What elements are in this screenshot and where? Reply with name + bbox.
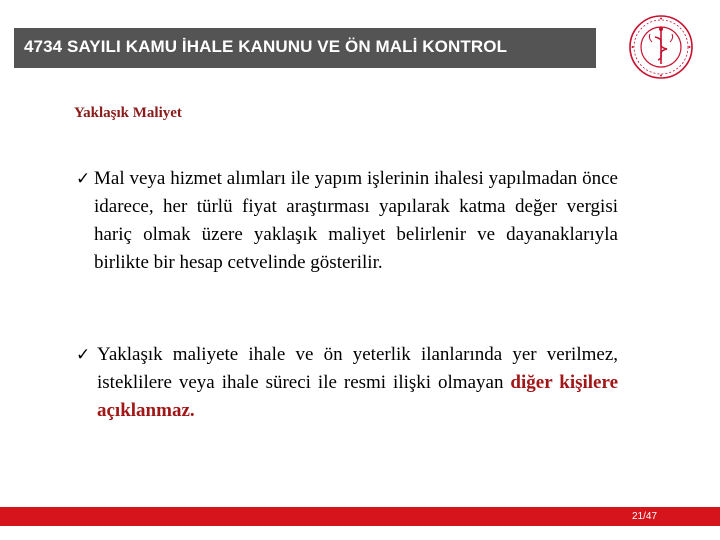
ministry-seal-logo: [628, 14, 694, 80]
bullet-emphasis: diğer kişilere açıklanmaz.: [97, 372, 619, 421]
section-subtitle: Yaklaşık Maliyet: [74, 105, 182, 121]
check-icon: ✓: [76, 345, 91, 365]
title-bar: [14, 28, 596, 68]
bullet-item: [76, 165, 618, 277]
slide-title: 4734 SAYILI KAMU İHALE KANUNU VE ÖN MALİ KONTROL: [24, 37, 508, 56]
bullet-paragraph: [76, 341, 618, 425]
bullet-text: Yaklaşık maliyete ihale ve ön yeterlik ilanlarında yer verilmez, isteklilere veya ihale süreci ile resmi ilişki olmayan: [97, 344, 618, 393]
page-number: 21/47: [632, 511, 658, 522]
bullet-text: Mal veya hizmet alımları ile yapım işlerinin ihalesi yapılmadan önce idarece, her türlü fiyat araştırması yapılarak katma değer vergisi hariç olmak üzere yaklaşık maliyet belirlenir ve dayanaklarıyla birlikte bir hesap cetvelinde gösterilir.: [94, 168, 618, 273]
bullet-item: [76, 341, 618, 425]
check-icon: ✓: [76, 169, 91, 189]
footer-bar: [0, 507, 720, 526]
